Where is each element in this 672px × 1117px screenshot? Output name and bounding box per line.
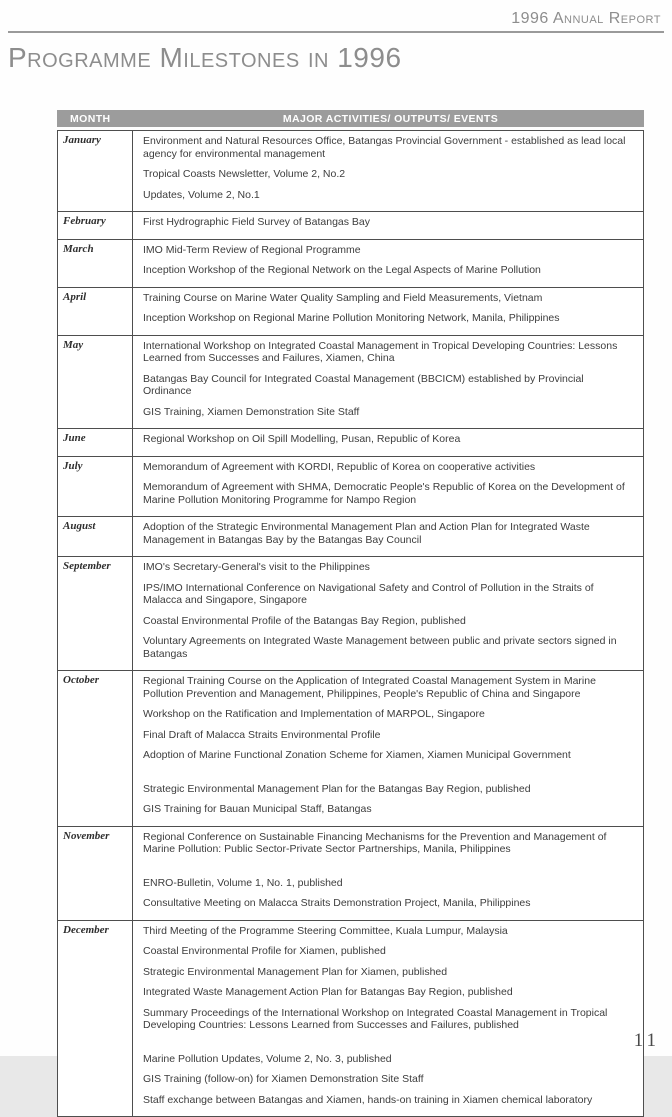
month-cell: March [58, 239, 133, 287]
activity-item: Coastal Environmental Profile for Xiamen, published [143, 945, 386, 957]
month-cell: September [58, 557, 133, 671]
activity-item: IPS/IMO International Conference on Navigational Safety and Control of Pollution in the Straits of Malacca and Singapore, Singapore [143, 581, 594, 606]
month-cell: November [58, 826, 133, 920]
month-cell: May [58, 335, 133, 429]
activity-item: Training Course on Marine Water Quality Sampling and Field Measurements, Vietnam [143, 291, 543, 304]
activity-item: Strategic Environmental Management Plan for Xiamen, published [143, 965, 448, 978]
table-row [58, 671, 644, 827]
activity-item: Regional Conference on Sustainable Financing Mechanisms for the Prevention and Management of Marine Pollution: Public Sector-Private Sector Partnerships, Manila, Philippines [143, 830, 607, 855]
table-row [58, 239, 644, 287]
activities-cell [133, 239, 644, 287]
header-rule [8, 31, 664, 33]
table-row [58, 131, 644, 212]
activity-item: International Workshop on Integrated Coastal Management in Tropical Developing Countries: Lessons Learned from Successes and Failures, Xiamen, China [143, 339, 618, 364]
activity-item: Integrated Waste Management Action Plan for Batangas Bay Region, published [143, 986, 513, 998]
activity-spacer [143, 1040, 633, 1050]
activities-cell [133, 517, 644, 557]
activity-item: Coastal Environmental Profile of the Batangas Bay Region, published [143, 614, 466, 627]
activity-item: Consultative Meeting on Malacca Straits Demonstration Project, Manila, Philippines [143, 897, 531, 909]
activity-item: Inception Workshop on Regional Marine Pollution Monitoring Network, Manila, Philippines [143, 312, 560, 324]
activity-item: Memorandum of Agreement with KORDI, Republic of Korea on cooperative activities [143, 460, 536, 473]
activity-spacer [143, 864, 633, 874]
month-cell: July [58, 456, 133, 517]
activities-cell [133, 671, 644, 827]
activity-item: Final Draft of Malacca Straits Environmental Profile [143, 728, 381, 741]
activity-item: Batangas Bay Council for Integrated Coastal Management (BBCICM) established by Provincial Ordinance [143, 372, 584, 397]
activity-item: Adoption of Marine Functional Zonation Scheme for Xiamen, Xiamen Municipal Government [143, 749, 571, 761]
page-title: Programme Milestones in 1996 [8, 42, 402, 73]
activity-item: First Hydrographic Field Survey of Batangas Bay [143, 216, 371, 228]
table-row [58, 335, 644, 429]
activity-item: Regional Training Course on the Application of Integrated Coastal Management System in Marine Pollution Prevention and Management, Philippines, People's Republic of China and Singapore [143, 675, 596, 700]
month-cell: February [58, 212, 133, 240]
activity-item: Marine Pollution Updates, Volume 2, No. 3, published [143, 1052, 392, 1065]
month-cell: June [58, 429, 133, 457]
activity-item: GIS Training, Xiamen Demonstration Site Staff [143, 405, 360, 418]
table-row [58, 517, 644, 557]
table-row [58, 456, 644, 517]
activity-item: Adoption of the Strategic Environmental Management Plan and Action Plan for Integrated Waste Management in Batangas Bay by the Batangas Bay Council [143, 521, 590, 546]
table-row [58, 212, 644, 240]
activity-item: Memorandum of Agreement with SHMA, Democratic People's Republic of Korea on the Development of Marine Pollution Monitoring Programme for Nampo Region [143, 481, 625, 506]
activity-item: ENRO-Bulletin, Volume 1, No. 1, published [143, 876, 343, 889]
column-header-month: MONTH [70, 112, 111, 125]
activity-item: Staff exchange between Batangas and Xiamen, hands-on training in Xiamen chemical laboratory [143, 1093, 593, 1106]
activities-cell [133, 920, 644, 1117]
activity-item: IMO's Secretary-General's visit to the Philippines [143, 561, 370, 573]
table-row [58, 920, 644, 1117]
month-cell: August [58, 517, 133, 557]
milestones-table-body [58, 131, 644, 1117]
activity-item: Third Meeting of the Programme Steering Committee, Kuala Lumpur, Malaysia [143, 924, 508, 937]
table-row [58, 429, 644, 457]
activities-cell [133, 212, 644, 240]
activity-item: IMO Mid-Term Review of Regional Programme [143, 243, 361, 256]
page-number: 11 [633, 1030, 660, 1051]
table-row [58, 287, 644, 335]
activity-item: Summary Proceedings of the International Workshop on Integrated Coastal Management in Tropical Developing Countries: Lessons Learned from Successes and Failures, published [143, 1006, 608, 1031]
activity-item: GIS Training (follow-on) for Xiamen Demonstration Site Staff [143, 1073, 424, 1085]
activity-spacer [143, 770, 633, 780]
activities-cell [133, 826, 644, 920]
table-row [58, 826, 644, 920]
activities-cell [133, 456, 644, 517]
activities-cell [133, 557, 644, 671]
activity-item: Regional Workshop on Oil Spill Modelling, Pusan, Republic of Korea [143, 433, 461, 445]
activities-cell [133, 335, 644, 429]
month-cell: December [58, 920, 133, 1117]
activity-item: Updates, Volume 2, No.1 [143, 188, 260, 201]
activity-item: Strategic Environmental Management Plan for the Batangas Bay Region, published [143, 782, 531, 795]
month-cell: January [58, 131, 133, 212]
table-header-row [57, 110, 644, 127]
month-cell: October [58, 671, 133, 827]
activity-item: GIS Training for Bauan Municipal Staff, Batangas [143, 803, 372, 815]
report-title: 1996 Annual Report [511, 10, 661, 27]
activity-item: Workshop on the Ratification and Implementation of MARPOL, Singapore [143, 708, 485, 720]
activities-cell [133, 287, 644, 335]
activity-item: Inception Workshop of the Regional Network on the Legal Aspects of Marine Pollution [143, 264, 541, 276]
activities-cell [133, 429, 644, 457]
table-row [58, 557, 644, 671]
activity-item: Environment and Natural Resources Office, Batangas Provincial Government - established as lead local agency for environmental management [143, 135, 626, 160]
column-header-activities: MAJOR ACTIVITIES/ OUTPUTS/ EVENTS [282, 112, 499, 125]
activity-item: Tropical Coasts Newsletter, Volume 2, No.2 [143, 168, 346, 180]
activities-cell [133, 131, 644, 212]
activity-item: Voluntary Agreements on Integrated Waste Management between public and private sectors signed in Batangas [143, 635, 617, 660]
month-cell: April [58, 287, 133, 335]
milestones-table [57, 130, 644, 1117]
